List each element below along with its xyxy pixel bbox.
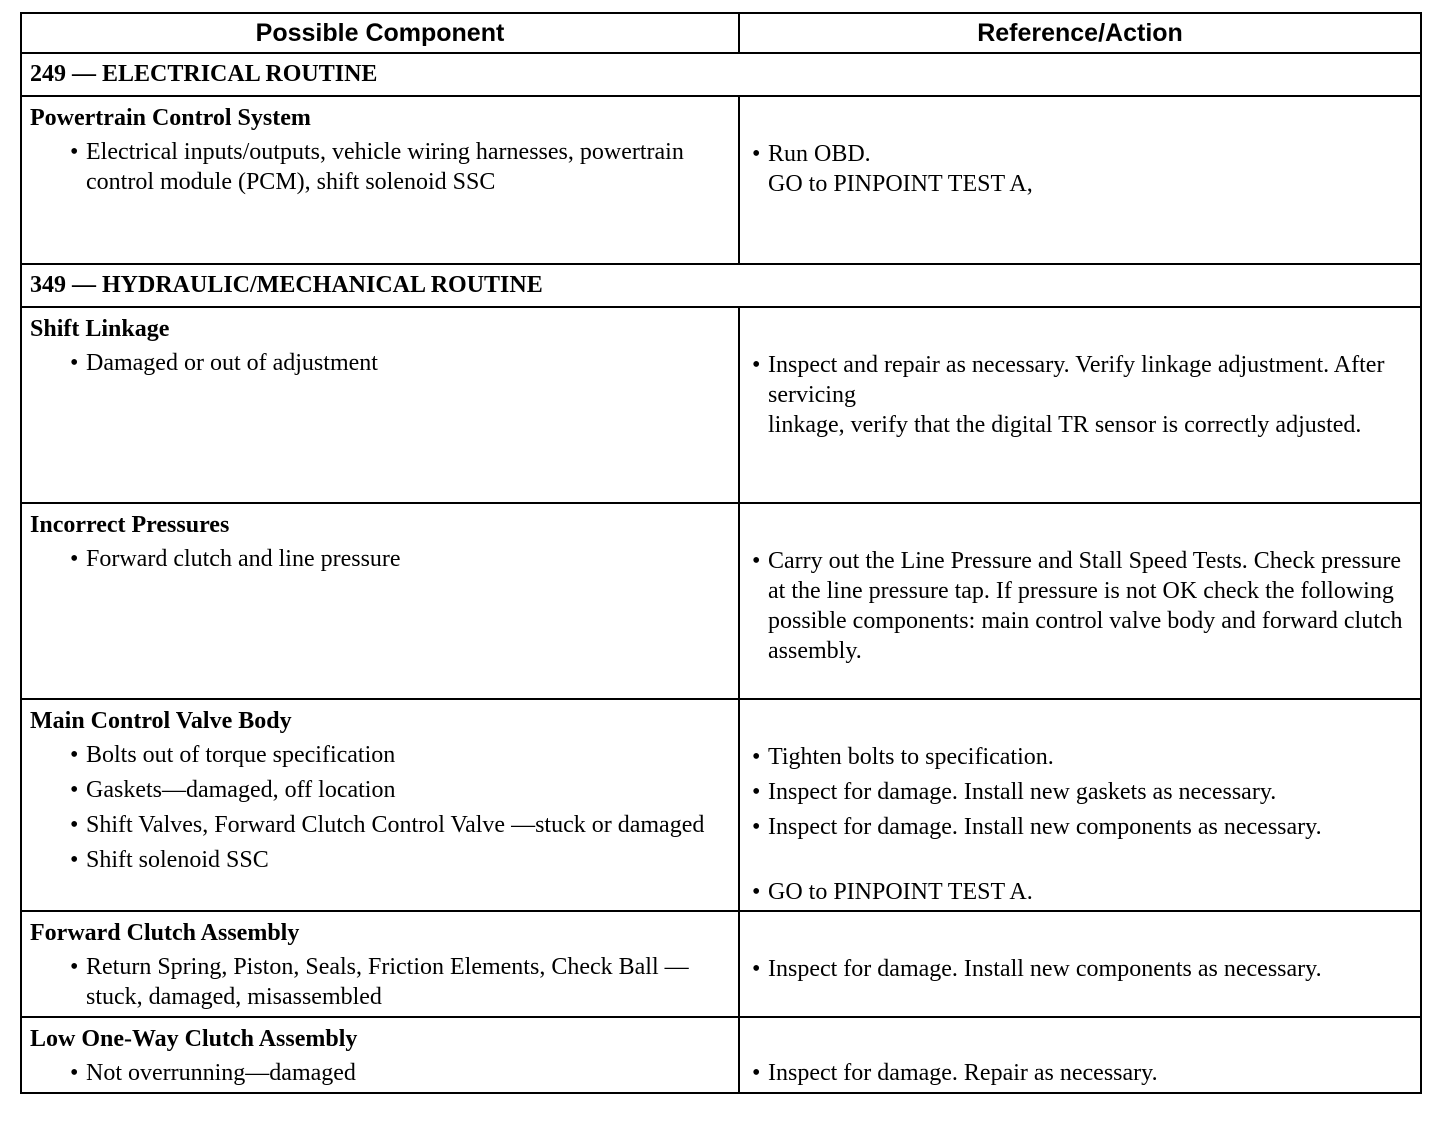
component-cell — [21, 503, 739, 699]
action-item: • Tighten bolts to specification. — [748, 742, 1412, 772]
action-line: • Carry out the Line Pressure and Stall Speed Tests. Check pressure — [768, 548, 1402, 574]
component-title: Powertrain Control System — [30, 105, 311, 131]
component-cell — [21, 307, 739, 503]
diagnostic-table — [20, 12, 1422, 1094]
action-cell — [739, 96, 1421, 264]
component-item: • Not overrunning—damaged — [68, 1058, 730, 1088]
component-items — [30, 137, 730, 197]
action-item: • Inspect for damage. Repair as necessary. — [748, 1058, 1412, 1088]
action-list — [748, 350, 1412, 440]
section-row — [21, 96, 1421, 264]
action-list — [748, 546, 1412, 666]
action-list — [748, 954, 1412, 984]
section-row — [21, 1017, 1421, 1093]
action-line: • Inspect and repair as necessary. Verify linkage adjustment. After servicing — [768, 352, 1385, 408]
section-row — [21, 699, 1421, 911]
action-list — [748, 139, 1412, 199]
component-title: Shift Linkage — [30, 316, 170, 342]
routine-title: 249 — ELECTRICAL ROUTINE — [21, 53, 1421, 96]
section-row — [21, 307, 1421, 503]
component-items — [30, 348, 730, 378]
header-row — [21, 13, 1421, 53]
component-items — [30, 952, 730, 1012]
component-title: Forward Clutch Assembly — [30, 920, 300, 946]
action-line: at the line pressure tap. If pressure is not OK check the following possible components: main control valve body and forward clutch assembly. — [768, 578, 1403, 664]
component-cell — [21, 699, 739, 911]
routine-row — [21, 53, 1421, 96]
action-item: • Inspect for damage. Install new gaskets as necessary. — [748, 777, 1412, 807]
component-item: • Bolts out of torque specification — [68, 740, 730, 770]
routine-title: 349 — HYDRAULIC/MECHANICAL ROUTINE — [21, 264, 1421, 307]
component-title: Low One-Way Clutch Assembly — [30, 1026, 358, 1052]
action-item — [748, 139, 1412, 199]
component-item: • Return Spring, Piston, Seals, Friction Elements, Check Ball —stuck, damaged, misassembled — [68, 952, 730, 1012]
action-item — [748, 546, 1412, 666]
header-action: Reference/Action — [739, 13, 1421, 53]
component-cell — [21, 1017, 739, 1093]
component-items — [30, 544, 730, 574]
action-line: • Run OBD. — [768, 141, 871, 167]
component-cell — [21, 911, 739, 1017]
section-row — [21, 911, 1421, 1017]
action-list — [748, 1058, 1412, 1088]
component-title: Main Control Valve Body — [30, 708, 292, 734]
action-cell — [739, 1017, 1421, 1093]
action-line: linkage, verify that the digital TR sensor is correctly adjusted. — [768, 412, 1362, 438]
component-item: • Forward clutch and line pressure — [68, 544, 730, 574]
action-item: • Inspect for damage. Install new components as necessary. — [748, 812, 1412, 842]
action-item: • Inspect for damage. Install new components as necessary. — [748, 954, 1412, 984]
routine-row — [21, 264, 1421, 307]
component-item: • Gaskets—damaged, off location — [68, 775, 730, 805]
action-line: GO to PINPOINT TEST A, — [768, 171, 1033, 197]
component-item: • Shift solenoid SSC — [68, 845, 730, 875]
component-title: Incorrect Pressures — [30, 512, 230, 538]
action-cell — [739, 699, 1421, 911]
action-cell — [739, 503, 1421, 699]
header-component: Possible Component — [21, 13, 739, 53]
component-items — [30, 740, 730, 875]
component-item: • Shift Valves, Forward Clutch Control Valve —stuck or damaged — [68, 810, 730, 840]
action-item — [748, 350, 1412, 440]
action-cell — [739, 911, 1421, 1017]
component-items — [30, 1058, 730, 1088]
action-cell — [739, 307, 1421, 503]
component-item: • Damaged or out of adjustment — [68, 348, 730, 378]
action-item: • GO to PINPOINT TEST A. — [748, 877, 1412, 907]
component-item: • Electrical inputs/outputs, vehicle wiring harnesses, powertrain control module (PCM), shift solenoid SSC — [68, 137, 730, 197]
component-cell — [21, 96, 739, 264]
action-list — [748, 742, 1412, 907]
section-row — [21, 503, 1421, 699]
